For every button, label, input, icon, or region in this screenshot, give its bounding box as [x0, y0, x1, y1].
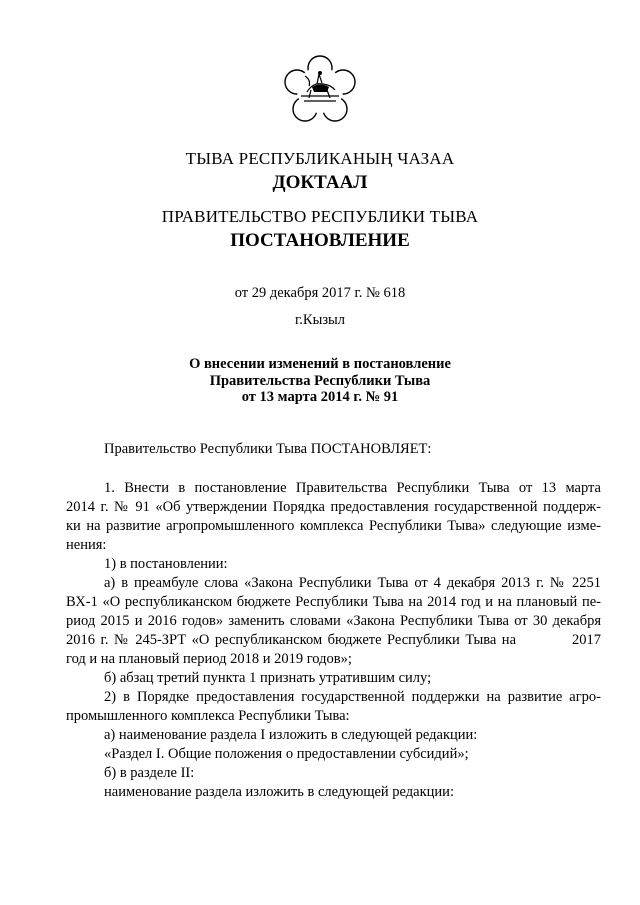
paragraph-1-line: нения: — [66, 537, 107, 553]
russian-decree-title: ПОСТАНОВЛЕНИЕ — [230, 230, 410, 251]
decree-title — [0, 356, 640, 406]
paragraph-3-year: 2017 — [572, 632, 601, 648]
paragraph-3-line: год и на плановый период 2018 и 2019 годов»; — [66, 651, 352, 667]
paragraph-5-line: 2) в Порядке предоставления государственной поддержки на развитие агро- — [104, 689, 601, 705]
decree-title-line: от 13 марта 2014 г. № 91 — [241, 389, 399, 405]
paragraph-3-line: 2016 г. № 245-ЗРТ «О республиканском бюджете Республики Тыва на — [66, 632, 516, 648]
decree-city: г.Кызыл — [294, 312, 346, 328]
paragraph-1-line: ки на развитие агропромышленного комплекса Республики Тыва» следующие изме- — [66, 518, 601, 534]
tuvan-government-name: ТЫВА РЕСПУБЛИКАНЫҢ ЧАЗАА — [185, 149, 455, 168]
russian-government-name: ПРАВИТЕЛЬСТВО РЕСПУБЛИКИ ТЫВА — [161, 207, 479, 226]
paragraph-1-line: 2014 г. № 91 «Об утверждении Порядка предоставления государственной поддерж- — [66, 499, 601, 515]
paragraph-text: а) наименование раздела I изложить в следующей редакции: — [104, 727, 478, 743]
paragraph-text: «Раздел I. Общие положения о предоставлении субсидий»; — [104, 746, 469, 762]
decree-title-line: О внесении изменений в постановление — [189, 356, 451, 372]
paragraph-3-line: риод 2015 и 2016 годов» заменить словами «Закона Республики Тыва от 30 декабря — [66, 613, 601, 629]
decree-date-number: от 29 декабря 2017 г. № 618 — [234, 285, 406, 301]
paragraph-3-line: а) в преамбуле слова «Закона Республики Тыва от 4 декабря 2013 г. № 2251 — [104, 575, 601, 591]
tuvan-decree-title: ДОКТААЛ — [272, 172, 368, 193]
coat-of-arms-emblem — [281, 52, 359, 130]
paragraph-3-line: ВХ-1 «О республиканском бюджете Республики Тыва на 2014 год и на плановый пе- — [66, 594, 601, 610]
paragraph-text: б) в разделе II: — [104, 765, 195, 781]
paragraph-1-line: 1. Внести в постановление Правительства Республики Тыва от 13 марта — [104, 480, 601, 496]
decree-title-line: Правительства Республики Тыва — [209, 372, 431, 389]
preamble-paragraph: Правительство Республики Тыва ПОСТАНОВЛЯЕТ: — [104, 441, 432, 457]
paragraph-5-line: промышленного комплекса Республики Тыва: — [66, 708, 350, 724]
paragraph-text: наименование раздела изложить в следующей редакции: — [104, 784, 454, 800]
paragraph-text: 1) в постановлении: — [104, 556, 228, 572]
paragraph-text: б) абзац третий пункта 1 признать утратившим силу; — [104, 670, 432, 686]
